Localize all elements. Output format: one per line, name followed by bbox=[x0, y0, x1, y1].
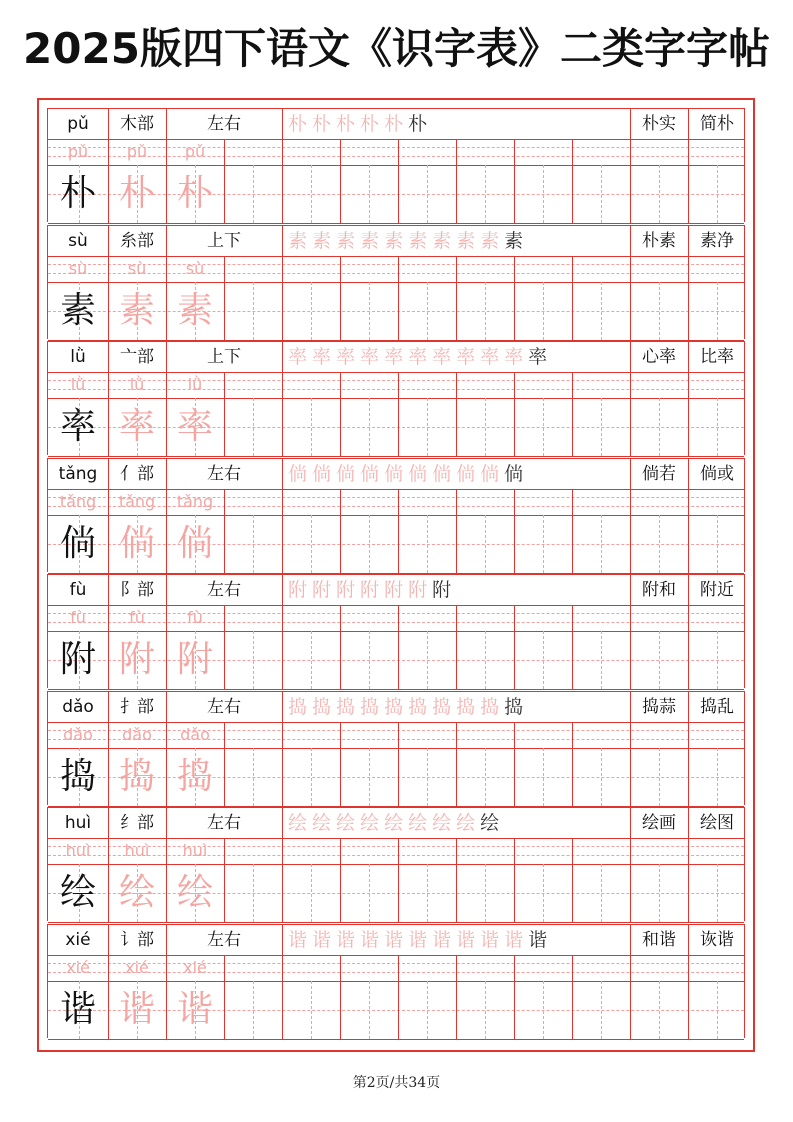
practice-cell[interactable] bbox=[514, 398, 572, 456]
char-block bbox=[47, 341, 745, 455]
practice-cell[interactable] bbox=[514, 981, 572, 1039]
practice-cell[interactable] bbox=[340, 981, 398, 1039]
practice-cell[interactable] bbox=[688, 981, 746, 1039]
pinyin-trace: lǜ bbox=[187, 375, 203, 394]
pinyin-trace: dǎo bbox=[180, 724, 210, 744]
practice-cell[interactable] bbox=[282, 398, 340, 456]
practice-cell[interactable] bbox=[282, 165, 340, 223]
practice-sheet bbox=[37, 98, 755, 1052]
word-1: 附和 bbox=[642, 580, 676, 600]
trace-character: 倘 bbox=[118, 522, 155, 564]
col-divider bbox=[282, 226, 283, 256]
row-divider bbox=[48, 1039, 744, 1040]
pinyin-label: xié bbox=[65, 929, 91, 950]
word-2: 倘或 bbox=[700, 463, 734, 484]
pinyin-trace: xié bbox=[125, 957, 149, 977]
model-character: 素 bbox=[59, 289, 96, 331]
trace-character: 捣 bbox=[118, 755, 155, 797]
pinyin-trace: lǜ bbox=[70, 375, 86, 394]
word-1: 倘若 bbox=[642, 463, 676, 484]
word-1: 朴实 bbox=[642, 114, 676, 134]
radical-label: 糸部 bbox=[120, 230, 154, 251]
practice-cell[interactable] bbox=[514, 748, 572, 806]
char-block bbox=[47, 108, 745, 222]
col-divider bbox=[282, 342, 283, 372]
radical-label: 木部 bbox=[120, 114, 154, 134]
pinyin-trace: dǎo bbox=[63, 724, 93, 744]
practice-cell[interactable] bbox=[282, 981, 340, 1039]
page-title: 2025版四下语文《识字表》二类字字帖 bbox=[23, 24, 770, 73]
practice-cell[interactable] bbox=[340, 165, 398, 223]
practice-cell[interactable] bbox=[688, 398, 746, 456]
pinyin-trace: dǎo bbox=[122, 724, 152, 744]
pinyin-trace: xié bbox=[66, 957, 90, 977]
practice-cell[interactable] bbox=[398, 631, 456, 689]
practice-cell[interactable] bbox=[282, 282, 340, 340]
practice-cell[interactable] bbox=[456, 398, 514, 456]
trace-character: 捣 bbox=[176, 755, 213, 797]
practice-cell[interactable] bbox=[282, 748, 340, 806]
practice-cell[interactable] bbox=[630, 165, 688, 223]
structure-label: 左右 bbox=[207, 114, 241, 134]
practice-cell[interactable] bbox=[398, 398, 456, 456]
trace-character: 朴 bbox=[176, 173, 213, 214]
pinyin-trace: tǎng bbox=[59, 491, 97, 511]
structure-label: 左右 bbox=[207, 580, 241, 600]
pinyin-trace: lǜ bbox=[129, 375, 145, 394]
practice-cell[interactable] bbox=[630, 864, 688, 922]
col-divider bbox=[282, 925, 283, 955]
pinyin-trace: sù bbox=[185, 258, 205, 278]
trace-character: 率 bbox=[176, 406, 213, 447]
radical-label: 纟部 bbox=[120, 813, 154, 833]
practice-cell[interactable] bbox=[572, 631, 630, 689]
pinyin-label: lǜ bbox=[70, 347, 86, 367]
trace-character: 倘 bbox=[176, 522, 213, 564]
char-block bbox=[47, 574, 745, 688]
practice-cell[interactable] bbox=[398, 864, 456, 922]
page-number: 第2页/共34页 bbox=[352, 1075, 441, 1091]
practice-cell[interactable] bbox=[572, 282, 630, 340]
structure-label: 左右 bbox=[207, 929, 241, 950]
pinyin-label: dǎo bbox=[62, 696, 94, 717]
practice-cell[interactable] bbox=[398, 282, 456, 340]
col-divider bbox=[282, 459, 283, 489]
practice-cell[interactable] bbox=[630, 981, 688, 1039]
stroke-order: 素素素素素素素素素素 bbox=[288, 229, 529, 252]
pinyin-label: sù bbox=[68, 230, 88, 251]
practice-cell[interactable] bbox=[224, 282, 282, 340]
pinyin-trace: tǎng bbox=[118, 491, 156, 511]
practice-cell[interactable] bbox=[282, 515, 340, 573]
structure-label: 左右 bbox=[207, 463, 241, 484]
pinyin-label: tǎng bbox=[58, 463, 98, 484]
trace-character: 谐 bbox=[176, 988, 213, 1030]
practice-cell[interactable] bbox=[456, 282, 514, 340]
trace-character: 附 bbox=[118, 639, 155, 680]
pinyin-label: huì bbox=[64, 813, 92, 833]
practice-cell[interactable] bbox=[340, 515, 398, 573]
practice-cell[interactable] bbox=[572, 748, 630, 806]
word-2: 诙谐 bbox=[700, 929, 734, 950]
practice-cell[interactable] bbox=[224, 631, 282, 689]
trace-character: 素 bbox=[118, 289, 155, 331]
practice-cell[interactable] bbox=[630, 748, 688, 806]
trace-character: 谐 bbox=[118, 988, 155, 1030]
structure-label: 左右 bbox=[207, 813, 241, 833]
pinyin-label: fù bbox=[69, 580, 87, 600]
practice-cell[interactable] bbox=[282, 864, 340, 922]
radical-label: 亻部 bbox=[120, 463, 154, 484]
stroke-order: 谐谐谐谐谐谐谐谐谐谐谐 bbox=[288, 928, 553, 951]
structure-label: 上下 bbox=[207, 347, 241, 367]
pinyin-trace: sù bbox=[127, 258, 147, 278]
practice-cell[interactable] bbox=[224, 398, 282, 456]
radical-label: 扌部 bbox=[120, 696, 154, 717]
practice-cell[interactable] bbox=[282, 631, 340, 689]
col-divider bbox=[282, 575, 283, 605]
word-2: 素净 bbox=[700, 230, 734, 251]
word-2: 附近 bbox=[700, 580, 734, 600]
char-block bbox=[47, 225, 745, 339]
word-2: 绘图 bbox=[700, 813, 734, 833]
practice-cell[interactable] bbox=[398, 981, 456, 1039]
col-divider bbox=[282, 692, 283, 722]
practice-cell[interactable] bbox=[514, 515, 572, 573]
col-divider bbox=[282, 109, 283, 139]
word-2: 捣乱 bbox=[700, 696, 734, 717]
practice-cell[interactable] bbox=[630, 515, 688, 573]
practice-cell[interactable] bbox=[456, 864, 514, 922]
char-block bbox=[47, 458, 745, 572]
pinyin-trace: pǔ bbox=[67, 142, 89, 161]
practice-cell[interactable] bbox=[688, 282, 746, 340]
model-character: 捣 bbox=[59, 755, 96, 797]
col-divider bbox=[282, 808, 283, 838]
trace-character: 率 bbox=[118, 406, 155, 447]
structure-label: 左右 bbox=[207, 696, 241, 717]
practice-cell[interactable] bbox=[456, 631, 514, 689]
model-character: 谐 bbox=[59, 988, 96, 1030]
pinyin-trace: fù bbox=[70, 608, 86, 627]
word-1: 绘画 bbox=[642, 813, 676, 833]
practice-cell[interactable] bbox=[514, 864, 572, 922]
practice-cell[interactable] bbox=[630, 398, 688, 456]
model-character: 朴 bbox=[59, 173, 96, 214]
practice-cell[interactable] bbox=[572, 981, 630, 1039]
pinyin-trace: huì bbox=[182, 841, 208, 860]
pinyin-trace: pǔ bbox=[126, 142, 148, 161]
trace-character: 附 bbox=[176, 639, 213, 680]
pinyin-trace: pǔ bbox=[184, 142, 206, 161]
trace-character: 绘 bbox=[118, 872, 155, 913]
trace-character: 朴 bbox=[118, 173, 155, 214]
practice-cell[interactable] bbox=[456, 748, 514, 806]
model-character: 附 bbox=[59, 639, 96, 680]
stroke-order: 倘倘倘倘倘倘倘倘倘倘 bbox=[288, 462, 529, 485]
practice-cell[interactable] bbox=[340, 864, 398, 922]
char-block bbox=[47, 807, 745, 921]
practice-cell[interactable] bbox=[340, 631, 398, 689]
radical-label: 讠部 bbox=[120, 929, 154, 950]
pinyin-trace: xié bbox=[183, 957, 207, 977]
practice-cell[interactable] bbox=[688, 748, 746, 806]
practice-cell[interactable] bbox=[340, 398, 398, 456]
practice-cell[interactable] bbox=[398, 748, 456, 806]
practice-cell[interactable] bbox=[514, 631, 572, 689]
practice-cell[interactable] bbox=[224, 981, 282, 1039]
practice-cell[interactable] bbox=[572, 165, 630, 223]
practice-cell[interactable] bbox=[456, 165, 514, 223]
radical-label: 亠部 bbox=[120, 347, 154, 367]
model-character: 倘 bbox=[59, 522, 96, 564]
pinyin-trace: huì bbox=[124, 841, 150, 860]
word-1: 心率 bbox=[642, 347, 676, 367]
word-2: 比率 bbox=[700, 347, 734, 367]
pinyin-trace: fù bbox=[129, 608, 145, 627]
practice-cell[interactable] bbox=[630, 282, 688, 340]
stroke-order: 附附附附附附附 bbox=[288, 579, 457, 601]
model-character: 绘 bbox=[59, 872, 96, 913]
word-1: 朴素 bbox=[642, 230, 676, 251]
pinyin-trace: huì bbox=[65, 841, 91, 860]
practice-cell[interactable] bbox=[688, 515, 746, 573]
practice-cell[interactable] bbox=[340, 282, 398, 340]
pinyin-trace: fù bbox=[187, 608, 203, 627]
practice-cell[interactable] bbox=[630, 631, 688, 689]
practice-cell[interactable] bbox=[572, 515, 630, 573]
pinyin-label: pǔ bbox=[67, 114, 89, 134]
practice-cell[interactable] bbox=[688, 165, 746, 223]
practice-cell[interactable] bbox=[340, 748, 398, 806]
practice-cell[interactable] bbox=[456, 515, 514, 573]
practice-cell[interactable] bbox=[224, 748, 282, 806]
stroke-order: 捣捣捣捣捣捣捣捣捣捣 bbox=[288, 695, 529, 718]
radical-label: 阝部 bbox=[120, 580, 154, 600]
practice-cell[interactable] bbox=[688, 631, 746, 689]
char-block bbox=[47, 691, 745, 805]
trace-character: 素 bbox=[176, 289, 213, 331]
practice-cell[interactable] bbox=[456, 981, 514, 1039]
practice-cell[interactable] bbox=[224, 864, 282, 922]
stroke-order: 朴朴朴朴朴朴 bbox=[288, 113, 433, 135]
pinyin-trace: sù bbox=[68, 258, 88, 278]
model-character: 率 bbox=[59, 406, 96, 447]
practice-cell[interactable] bbox=[224, 165, 282, 223]
word-1: 和谐 bbox=[642, 929, 676, 950]
practice-cell[interactable] bbox=[398, 515, 456, 573]
practice-cell[interactable] bbox=[398, 165, 456, 223]
practice-cell[interactable] bbox=[224, 515, 282, 573]
structure-label: 上下 bbox=[207, 230, 241, 251]
char-block bbox=[47, 924, 745, 1038]
practice-cell[interactable] bbox=[514, 165, 572, 223]
pinyin-trace: tǎng bbox=[176, 491, 214, 511]
practice-cell[interactable] bbox=[572, 864, 630, 922]
stroke-order: 率率率率率率率率率率率 bbox=[288, 346, 553, 368]
trace-character: 绘 bbox=[176, 872, 213, 913]
practice-cell[interactable] bbox=[514, 282, 572, 340]
word-1: 捣蒜 bbox=[642, 696, 676, 717]
practice-cell[interactable] bbox=[572, 398, 630, 456]
stroke-order: 绘绘绘绘绘绘绘绘绘 bbox=[288, 812, 505, 834]
practice-cell[interactable] bbox=[688, 864, 746, 922]
word-2: 简朴 bbox=[700, 114, 734, 134]
